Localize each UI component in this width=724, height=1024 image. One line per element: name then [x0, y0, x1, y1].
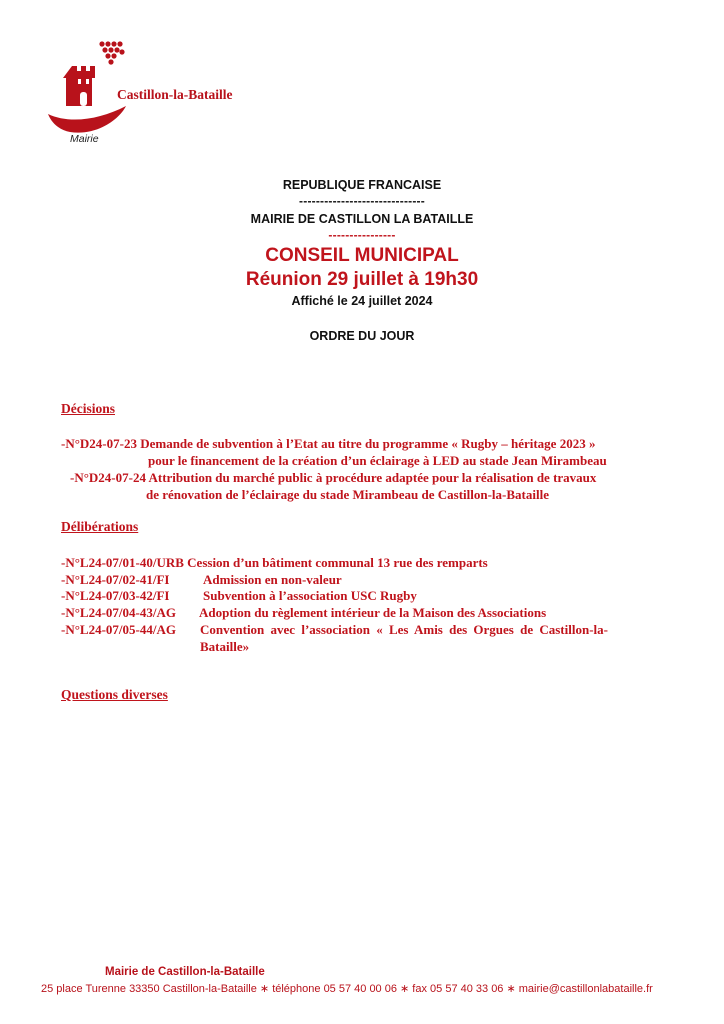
deliberation-text: Cession d’un bâtiment communal 13 rue des remparts	[187, 555, 488, 570]
mairie-logo	[44, 40, 274, 150]
deliberation-ref: -N°L24-07/02-41/FI	[61, 572, 170, 587]
deliberation-ref: -N°L24-07/05-44/AG	[61, 622, 176, 637]
decision-item-1-line1: -N°D24-07-23 Demande de subvention à l’Etat au titre du programme « Rugby – héritage 2023 »	[61, 436, 596, 451]
footer-title: Mairie de Castillon-la-Bataille	[105, 966, 265, 978]
mairie-heading: MAIRIE DE CASTILLON LA BATAILLE	[250, 212, 474, 226]
republique-heading: REPUBLIQUE FRANCAISE	[282, 178, 442, 192]
deliberations-heading: Délibérations	[61, 519, 139, 534]
separator-line-2: ----------------	[328, 228, 396, 242]
deliberation-text: Subvention à l’association USC Rugby	[203, 588, 417, 603]
logo-town-name: Castillon-la-Bataille	[117, 87, 233, 102]
logo-subtitle: Mairie	[70, 133, 99, 145]
decision-item-2-line2: de rénovation de l’éclairage du stade Mirambeau de Castillon-la-Bataille	[146, 487, 549, 502]
decision-item-2-line1: -N°D24-07-24 Attribution du marché public à procédure adaptée pour la réalisation de travaux	[70, 470, 597, 485]
page-title: CONSEIL MUNICIPAL	[265, 245, 459, 266]
questions-heading: Questions diverses	[61, 687, 168, 702]
deliberation-item-1	[61, 555, 488, 571]
deliberation-item-2	[61, 572, 342, 588]
deliberation-ref: -N°L24-07/01-40/URB	[61, 555, 184, 570]
posted-date: Affiché le 24 juillet 2024	[291, 294, 433, 308]
agenda-heading: ORDRE DU JOUR	[309, 329, 415, 343]
deliberation-text: Convention avec l’association « Les Amis des Orgues de Castillon-la-	[200, 622, 608, 637]
deliberation-item-4	[61, 605, 546, 621]
decision-item-1-line2: pour le financement de la création d’un éclairage à LED au stade Jean Mirambeau	[148, 453, 607, 468]
deliberation-item-5	[61, 622, 673, 638]
separator-line-1: ------------------------------	[299, 194, 425, 208]
deliberation-item-5-continuation: Bataille»	[200, 639, 250, 654]
decisions-heading: Décisions	[61, 401, 115, 416]
deliberation-text: Admission en non-valeur	[203, 572, 342, 587]
meeting-date: Réunion 29 juillet à 19h30	[245, 269, 479, 290]
deliberation-text: Adoption du règlement intérieur de la Maison des Associations	[199, 605, 547, 620]
footer-address: 25 place Turenne 33350 Castillon-la-Bataille ∗ téléphone 05 57 40 00 06 ∗ fax 05 57 40 33 06 ∗ mairie@castillonlabataille.fr	[41, 983, 653, 995]
deliberation-ref: -N°L24-07/04-43/AG	[61, 605, 176, 620]
deliberation-item-3	[61, 588, 417, 604]
deliberation-ref: -N°L24-07/03-42/FI	[61, 588, 170, 603]
